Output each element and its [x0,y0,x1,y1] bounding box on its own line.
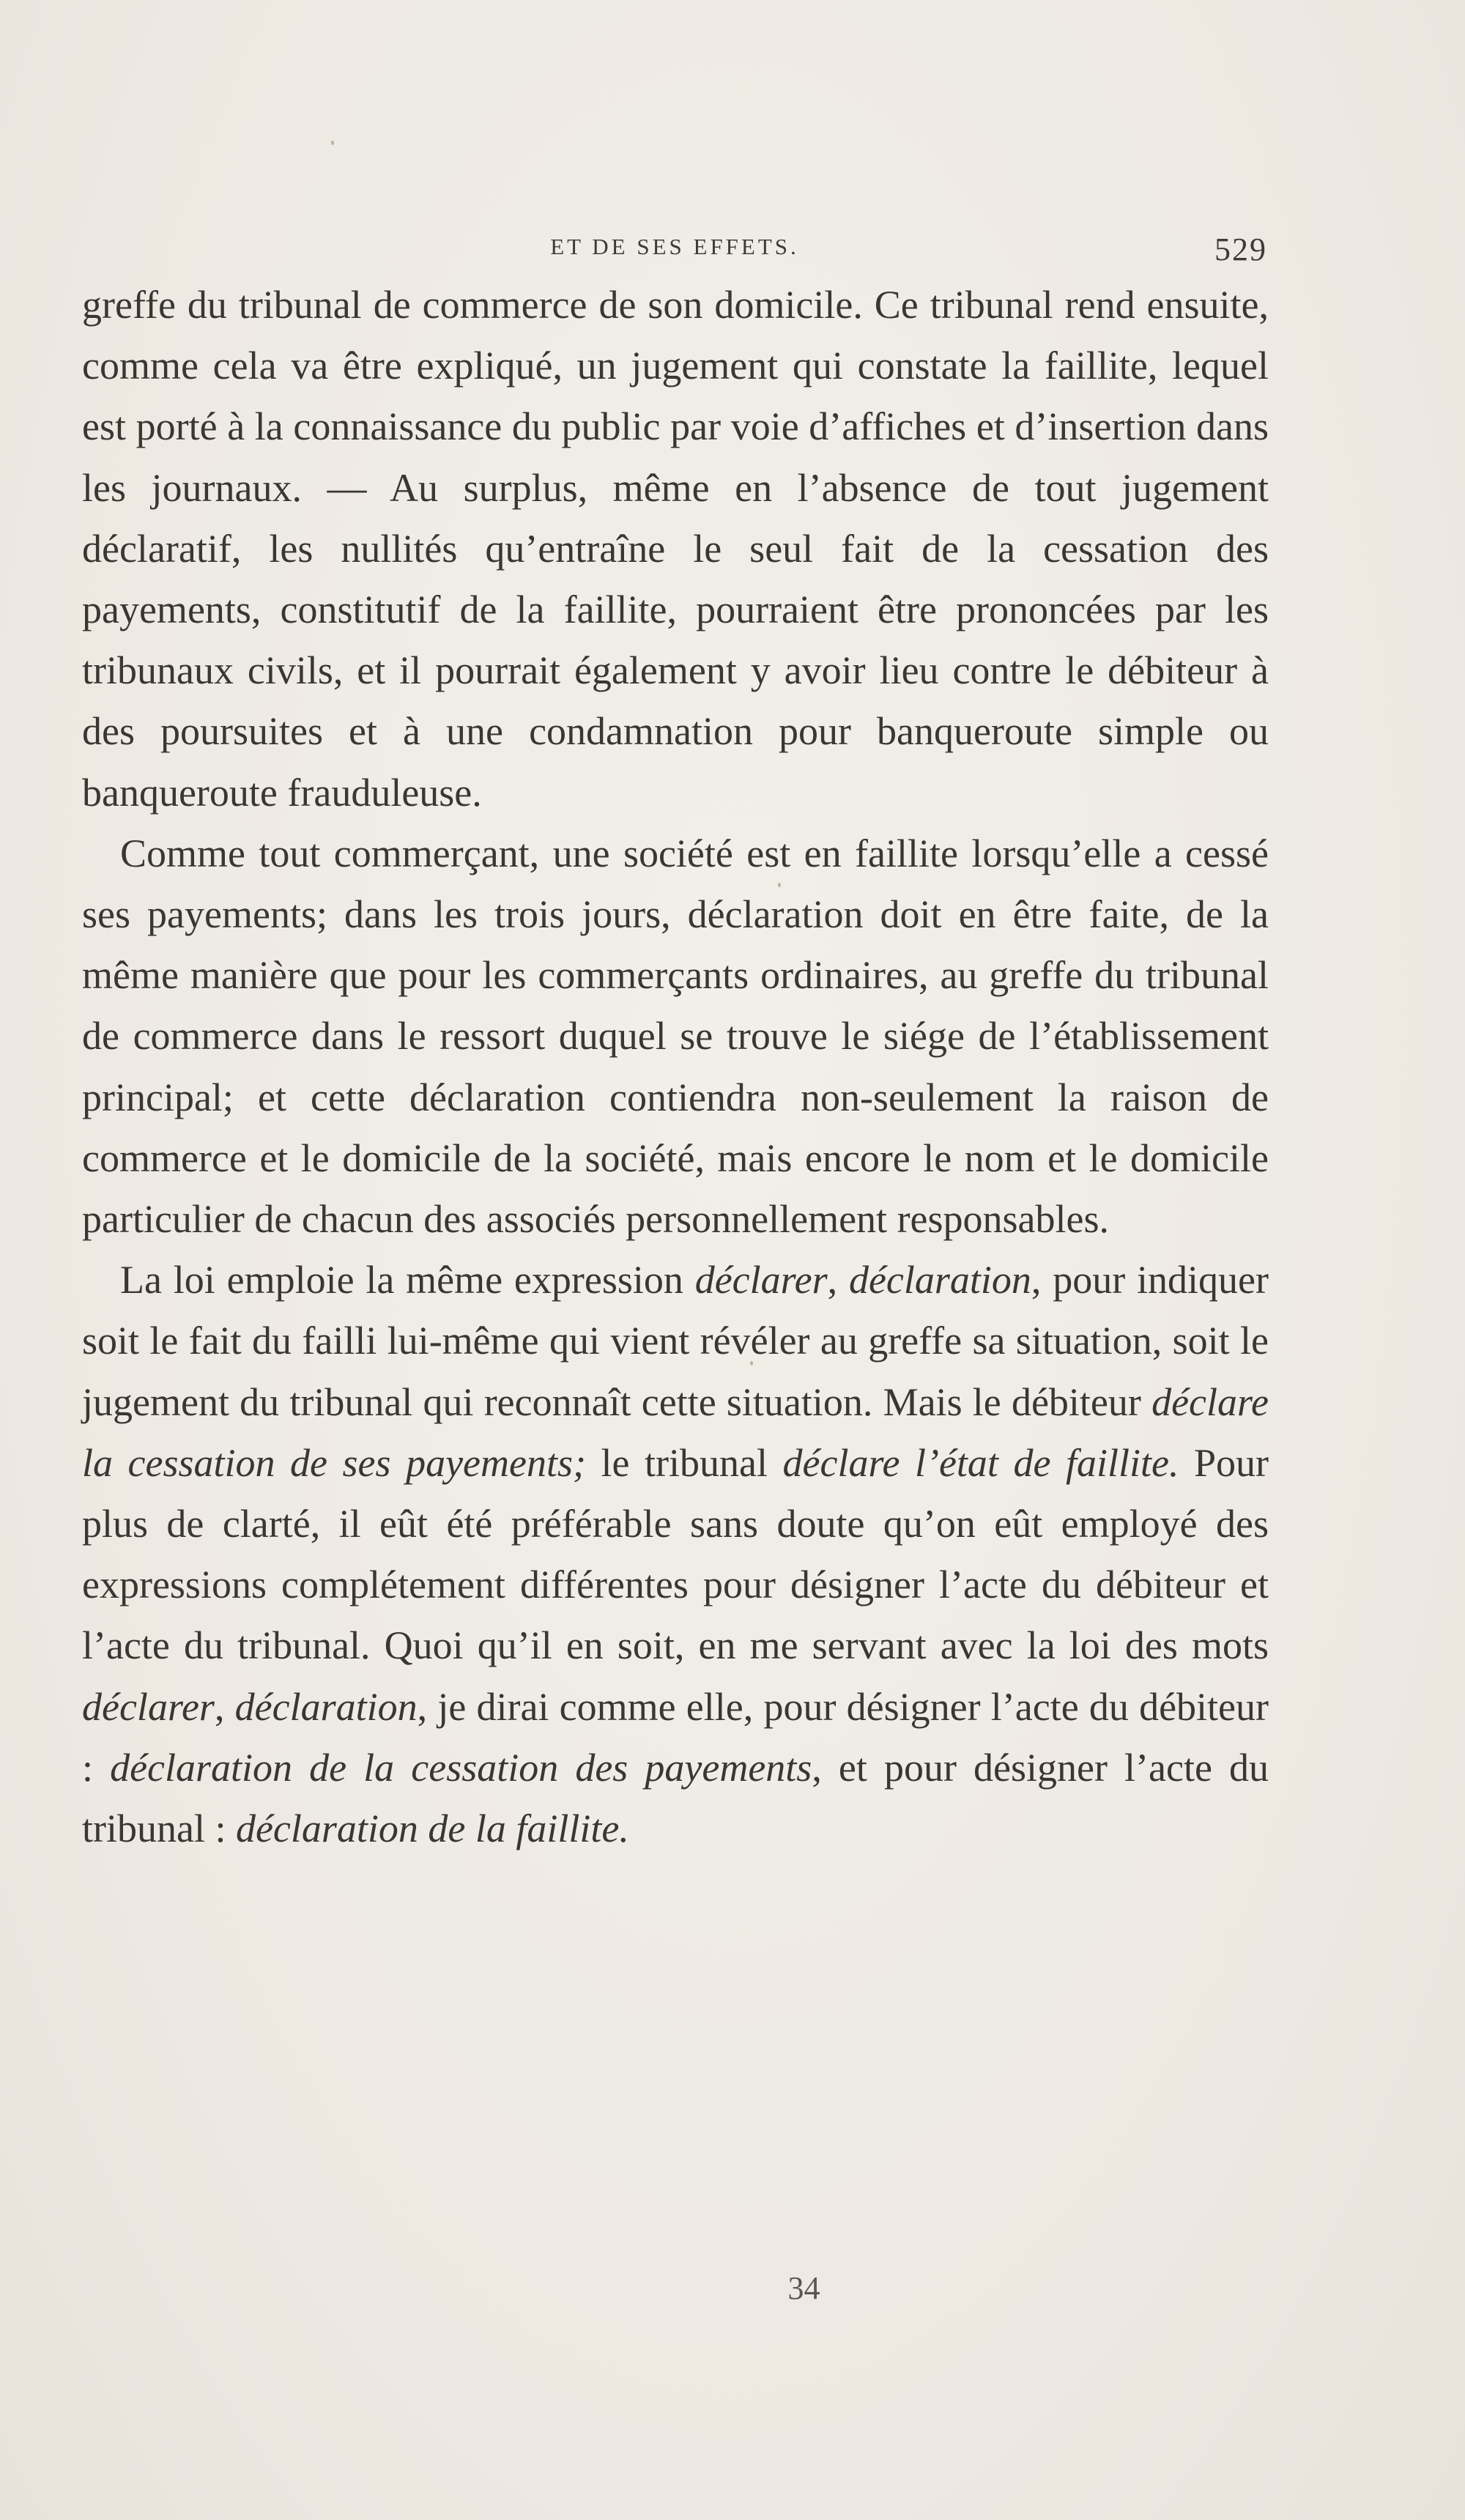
italic-text: déclaration de la faillite. [235,1806,629,1851]
text-run: , [214,1684,235,1729]
paper-speck [331,141,334,145]
italic-text: déclarer [82,1684,215,1729]
running-head: ET DE SES EFFETS. [550,234,799,259]
text-run: , pour indiquer soit le fait du failli lui-même qui vient révéler au greffe sa situation, soit le jugement du tribunal qui reconnaît cette situation. Mais le débiteur [82,1258,1269,1424]
text-run: Comme tout commerçant, une société est en faillite lorsqu’elle a cessé ses payements; dans les trois jours, déclaration doit en être faite, de la même manière que pour les commerçants ordinaires, au greffe du tribunal de commerce dans le ressort duquel se trouve le siége de l’établissement principal; et cette déclaration contiendra non-seulement la raison de commerce et le domicile de la société, mais encore le nom et le domicile particulier de chacun des associés personnellement responsables. [82,831,1269,1242]
text-run: La loi emploie la même expression [120,1258,695,1302]
signature-mark: 34 [787,2270,820,2306]
text-run: Pour plus de clarté, il eût été préférable sans doute qu’on eût employé des expressions complétement différentes pour désigner l’acte du débiteur et l’acte du tribunal. Quoi qu’il en soit, en me servant avec la loi des mots [82,1440,1269,1668]
italic-text: déclaration [848,1258,1031,1302]
text-run: , je dirai comme elle, pour désigner l’acte du débiteur : [82,1684,1269,1790]
italic-text: déclare la cessation de ses payements; [82,1379,1269,1485]
body-text [82,275,1269,1859]
text-run: , [827,1258,849,1302]
paragraph [82,1250,1269,1859]
italic-text: déclare l’état de faillite. [782,1440,1179,1485]
italic-text: déclaration de la cessation des payements [110,1745,812,1790]
italic-text: déclaration [234,1684,418,1729]
text-run: le tribunal [585,1440,783,1485]
page-header [82,231,1267,275]
text-run: greffe du tribunal de commerce de son domicile. Ce tribunal rend ensuite, comme cela va être expliqué, un jugement qui constate la faillite, lequel est porté à la connaissance du public par voie d’affiches et d’insertion dans les journaux. — Au surplus, même en l’absence de tout jugement déclaratif, les nullités qu’entraîne le seul fait de la cessation des payements, constitutif de la faillite, pourraient être prononcées par les tribunaux civils, et il pourrait également y avoir lieu contre le débiteur à des poursuites et à une condamnation pour banqueroute simple ou banqueroute frauduleuse. [82,283,1269,815]
italic-text: déclarer [694,1258,828,1302]
paragraph [82,823,1269,1250]
text-run: , et pour désigner l’acte du tribunal : [82,1745,1269,1851]
page-number: 529 [1214,231,1267,267]
paragraph [82,275,1269,823]
